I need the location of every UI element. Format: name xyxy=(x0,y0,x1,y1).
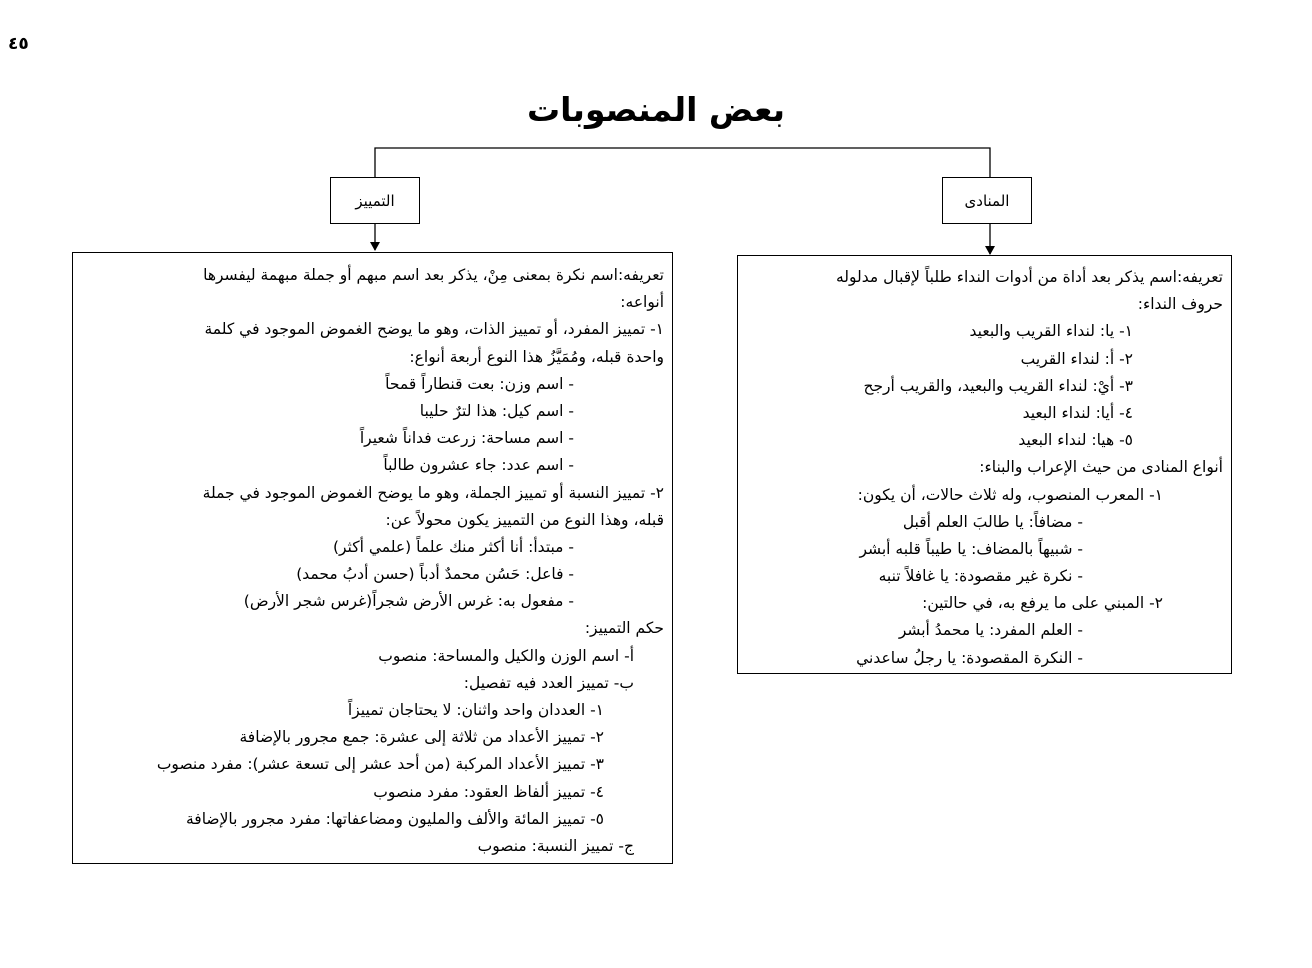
root-branch-line xyxy=(375,148,990,178)
tamyiz-type-2: ٢- تمييز النسبة أو تمييز الجملة، وهو ما يوضح الغموض الموجود في جملة xyxy=(202,483,664,502)
tamyiz-number-rule: ٣- تمييز الأعداد المركبة (من أحد عشر إلى تسعة عشر): مفرد منصوب xyxy=(156,755,604,774)
munada-definition: تعريفه:اسم يذكر بعد أداة من أدوات النداء طلباً لإقبال مدلوله xyxy=(835,268,1223,286)
node-munada xyxy=(942,177,1032,224)
node-tamyiz xyxy=(330,177,420,224)
page-number: ٤٥ xyxy=(8,34,29,54)
tamyiz-number-rule: ١- العددان واحد واثنان: لا يحتاجان تمييزاً xyxy=(347,701,604,719)
tamyiz-number-rule: ٤- تمييز ألفاظ العقود: مفرد منصوب xyxy=(373,782,604,801)
tamyiz-type-2-example: - مفعول به: غرس الأرض شجراً(غرس شجر الأرض) xyxy=(243,592,574,611)
munada-particle: ١- يا: لنداء القريب والبعيد xyxy=(969,322,1133,341)
tamyiz-type-2-cont: قبله، وهذا النوع من التمييز يكون محولاً عن: xyxy=(385,510,664,529)
munada-particles-heading: حروف النداء: xyxy=(1137,295,1223,314)
munada-particle: ٥- هيا: لنداء البعيد xyxy=(1018,431,1133,450)
page-title: بعض المنصوبات xyxy=(527,90,785,129)
tamyiz-number-rule: ٥- تمييز المائة والألف والمليون ومضاعفاتها: مفرد مجرور بالإضافة xyxy=(185,809,604,828)
munada-type-1-case: - نكرة غير مقصودة: يا غافلاً تنبه xyxy=(878,567,1083,586)
munada-panel xyxy=(737,255,1232,674)
tamyiz-panel xyxy=(72,252,673,864)
munada-particle: ٤- أيا: لنداء البعيد xyxy=(1022,403,1133,422)
tamyiz-number-rule: ٢- تمييز الأعداد من ثلاثة إلى عشرة: جمع مجرور بالإضافة xyxy=(239,728,604,747)
tamyiz-type-1-example: - اسم عدد: جاء عشرون طالباً xyxy=(383,456,574,475)
tamyiz-type-1-example: - اسم كيل: هذا لترٌ حليبا xyxy=(419,401,574,420)
munada-type-1-case: - شبيهاً بالمضاف: يا طيباً قلبه أبشر xyxy=(859,539,1083,558)
tamyiz-type-1-cont: واحدة قبله، ومُمَيَّزُ هذا النوع أربعة أنواع: xyxy=(409,347,664,366)
munada-particle: ٣- أيْ: لنداء القريب والبعيد، والقريب أرجح xyxy=(863,376,1133,395)
munada-types-heading: أنواع المنادى من حيث الإعراب والبناء: xyxy=(979,458,1223,477)
munada-particle: ٢- أ: لنداء القريب xyxy=(1020,349,1133,368)
munada-type-1-case: - مضافاً: يا طالبَ العلم أقبل xyxy=(902,512,1083,531)
tamyiz-type-1: ١- تمييز المفرد، أو تمييز الذات، وهو ما يوضح الغموض الموجود في كلمة xyxy=(204,320,664,339)
munada-type-1: ١- المعرب المنصوب، وله ثلاث حالات، أن يكون: xyxy=(857,485,1163,504)
tamyiz-ruling-item: ب- تمييز العدد فيه تفصيل: xyxy=(463,673,634,692)
tamyiz-type-2-example: - فاعل: حَسُن محمدٌ أدباً (حسن أدبُ محمد) xyxy=(296,565,574,584)
node-munada-label: المنادى xyxy=(964,191,1010,210)
tamyiz-definition: تعريفه:اسم نكرة بمعنى مِنْ، يذكر بعد اسم مبهم أو جملة مبهمة ليفسرها xyxy=(203,266,664,284)
tamyiz-type-1-example: - اسم مساحة: زرعت فداناً شعيراً xyxy=(359,429,574,448)
tamyiz-ruling-item: ج- تمييز النسبة: منصوب xyxy=(477,836,634,855)
tamyiz-types-heading: أنواعه: xyxy=(620,293,664,312)
tamyiz-ruling-heading: حكم التمييز: xyxy=(584,619,664,638)
node-tamyiz-label: التمييز xyxy=(355,191,395,210)
tamyiz-ruling-item: أ- اسم الوزن والكيل والمساحة: منصوب xyxy=(378,646,634,665)
tamyiz-type-1-example: - اسم وزن: بعت قنطاراً قمحاً xyxy=(385,374,574,393)
munada-type-2-case: - العلم المفرد: يا محمدُ أبشر xyxy=(898,621,1083,640)
tamyiz-type-2-example: - مبتدأ: أنا أكثر منك علماً (علمي أكثر) xyxy=(332,537,574,556)
munada-type-2-case: - النكرة المقصودة: يا رجلُ ساعدني xyxy=(856,648,1083,667)
munada-type-2: ٢- المبني على ما يرفع به، في حالتين: xyxy=(922,594,1163,613)
